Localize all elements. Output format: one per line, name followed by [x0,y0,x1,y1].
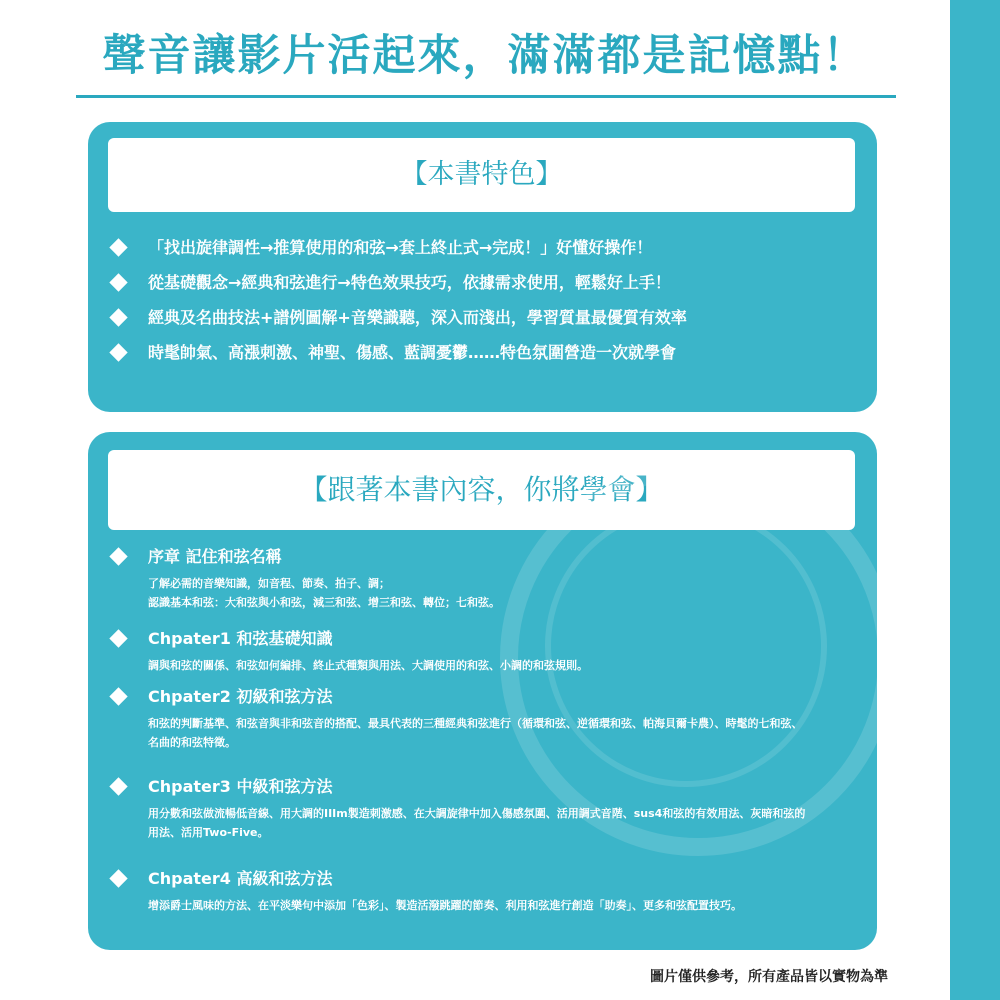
features-panel [88,122,877,412]
diamond-bullet-icon [109,343,127,361]
diamond-bullet-icon [109,629,127,647]
chapter-title: Chpater4 高級和弦方法 [148,869,333,888]
chapter-title: Chpater2 初級和弦方法 [148,687,333,706]
page-title: 聲音讓影片活起來，滿滿都是記憶點！ [102,31,868,81]
diamond-bullet-icon [109,777,127,795]
feature-text: 時髦帥氣、高漲刺激、神聖、傷感、藍調憂鬱……特色氛圍營造一次就學會 [148,343,677,362]
disclaimer-footnote: 圖片僅供參考，所有產品皆以實物為準 [650,969,888,985]
diamond-bullet-icon [109,687,127,705]
chapter-title: Chpater1 和弦基礎知識 [148,629,333,648]
chapter-description: 調與和弦的關係、和弦如何編排、終止式種類與用法、大調使用的和弦、小調的和弦規則。 [148,659,588,672]
side-stripe [950,0,1000,1000]
diamond-bullet-icon [109,273,127,291]
diamond-bullet-icon [109,547,127,565]
feature-text: 「找出旋律調性→推算使用的和弦→套上終止式→完成！」好懂好操作！ [148,238,653,257]
chapter-description: 和弦的判斷基準、和弦音與非和弦音的搭配、最具代表的三種經典和弦進行（循環和弦、逆循環和弦、帕海貝爾卡農）、時髦的七和弦、名曲的和弦特徵。 [148,717,803,749]
chapter-title: 序章 記住和弦名稱 [148,547,282,566]
feature-item [88,269,877,297]
chapter-description: 用分數和弦做流暢低音線、用大調的IIIm製造刺激感、在大調旋律中加入傷感氛圍、活用調式音階、sus4和弦的有效用法、灰暗和弦的用法、活用Two-Five。 [148,807,806,839]
chapter-description: 增添爵士風味的方法、在平淡樂句中添加「色彩」、製造活潑跳躍的節奏、利用和弦進行創造「助奏」、更多和弦配置技巧。 [148,899,742,912]
feature-text: 從基礎觀念→經典和弦進行→特色效果技巧，依據需求使用，輕鬆好上手！ [148,273,671,292]
diamond-bullet-icon [109,238,127,256]
feature-item [88,234,877,262]
diamond-bullet-icon [109,308,127,326]
feature-item [88,339,877,367]
diamond-bullet-icon [109,869,127,887]
chapter-title: Chpater3 中級和弦方法 [148,777,333,796]
contents-heading: 【跟著本書內容，你將學會】 [108,450,855,530]
title-underline [76,95,896,98]
feature-item [88,304,877,332]
watermark-inner-ring-icon [545,505,827,787]
features-heading: 【本書特色】 [108,138,855,212]
chapter-description: 了解必需的音樂知識，如音程、節奏、拍子、調； 認識基本和弦：大和弦與小和弦，減三和弦、增三和弦、轉位；七和弦。 [148,577,500,609]
feature-text: 經典及名曲技法+譜例圖解+音樂識聽，深入而淺出，學習質量最優質有效率 [148,308,687,327]
